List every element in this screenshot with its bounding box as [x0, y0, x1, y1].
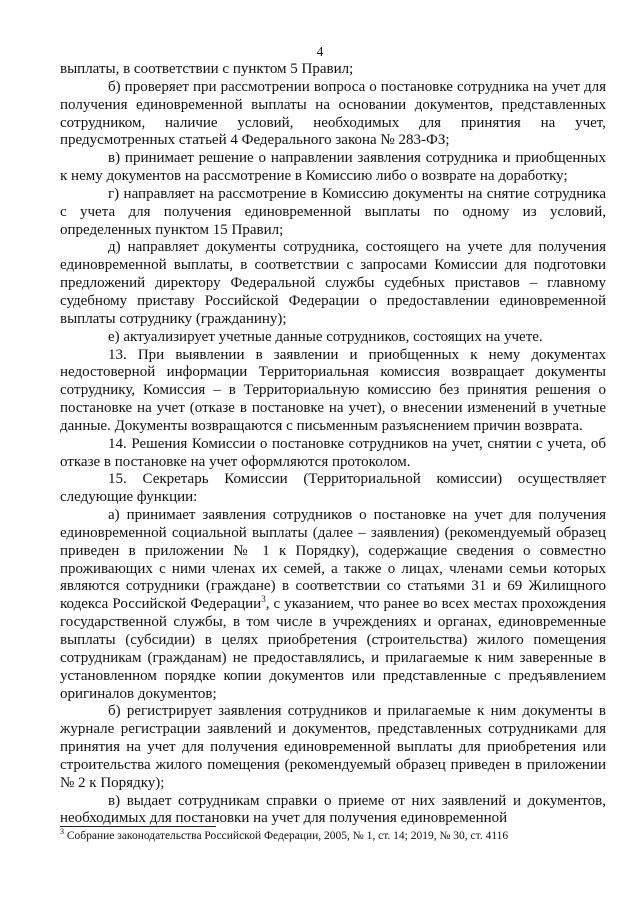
paragraph-15b: б) регистрирует заявления сотрудников и прилагаемые к ним документы в журнале регистрации заявлений и документов, представленных сотрудниками для принятия на учет для получения единовременной выплаты для приобретения или строительства жилого помещения (рекомендуемый образец приведен в приложении № 2 к Порядку);: [60, 703, 606, 791]
footnote-divider: [60, 826, 216, 827]
footnote-reference: 3: [261, 594, 266, 605]
footnote: [60, 829, 606, 843]
paragraph-12d: д) направляет документы сотрудника, состоящего на учете для получения единовременной выплаты, в соответствии с запросами Комиссии для подготовки предложений директору Федеральной службы судебных приставов – главному судебному приставу Российской Федерации о предоставлении единовременной выплаты сотруднику (гражданину);: [60, 239, 606, 327]
paragraph-15a-continuation: , с указанием, что ранее во всех местах прохождения государственной службы, в том числе в учреждениях и органах, единовременные выплаты (субсидии) в целях приобретения (строительства) жилого помещения сотрудникам (гражданам) не предоставлялись, и прилагаемые к ним заверенные в установленном порядке копии документов или представленные с предъявлением оригиналов документов;: [60, 596, 606, 702]
footnote-text: Собрание законодательства Российской Федерации, 2005, № 1, ст. 14; 2019, № 30, ст. 4116: [64, 830, 509, 842]
footnote-mark: 3: [60, 827, 64, 837]
paragraph-continuation: выплаты, в соответствии с пунктом 5 Правил;: [60, 61, 354, 77]
paragraph-12e: е) актуализирует учетные данные сотрудников, состоящих на учете.: [108, 328, 543, 345]
paragraph-15a-text: а) принимает заявления сотрудников о постановке на учет для получения единовременной социальной выплаты (далее – заявления) (рекомендуемый образец приведен в приложении № 1 к Порядку), содержащие сведения о совместно проживающих с ними членах их семей, а также о лицах, членами семьи которых являются сотрудники (граждане) в соответствии со статьями 31 и 69 Жилищного кодекса Российской Федерации: [60, 507, 606, 613]
paragraph-15v: в) выдает сотрудникам справки о приеме от них заявлений и документов, необходимых для постановки на учет для получения единовременной: [60, 792, 606, 827]
paragraph-14: 14. Решения Комиссии о постановке сотрудников на учет, снятии с учета, об отказе в постановке на учет оформляются протоколом.: [60, 435, 606, 470]
paragraph-13: 13. При выявлении в заявлении и приобщенных к нему документах недостоверной информации Территориальная комиссия возвращает документы сотруднику, Комиссия – в Территориальную комиссию без принятия решения о постановке на учет (отказе в постановке на учет), о внесении изменений в учетные данные. Документы возвращаются с письменным разъяснением причин возврата.: [60, 346, 606, 434]
page-number: 4: [316, 44, 324, 59]
document-body: [60, 61, 606, 828]
paragraph-12b: б) проверяет при рассмотрении вопроса о постановке сотрудника на учет для получения единовременной выплаты на основании документов, представленных сотрудником, наличие условий, необходимых для принятия на учет, предусмотренных статьей 4 Федерального закона № 283-ФЗ;: [60, 78, 606, 149]
paragraph-15: 15. Секретарь Комиссии (Территориальной комиссии) осуществляет следующие функции:: [60, 471, 606, 506]
paragraph-15a: [60, 507, 606, 703]
paragraph-12v: в) принимает решение о направлении заявления сотрудника и приобщенных к нему документов на рассмотрение в Комиссию либо о возврате на доработку;: [60, 150, 606, 185]
paragraph-12g: г) направляет на рассмотрение в Комиссию документы на снятие сотрудника с учета для получения единовременной выплаты по одному из условий, определенных пунктом 15 Правил;: [60, 185, 606, 238]
